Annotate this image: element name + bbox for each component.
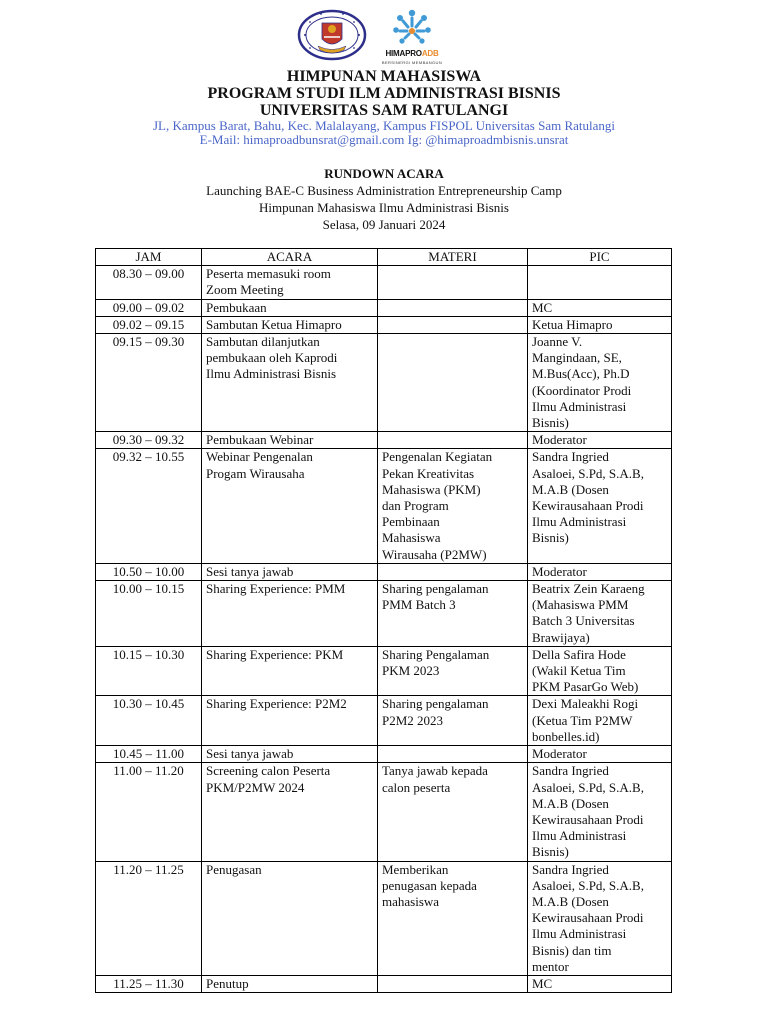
cell-materi [378,449,528,563]
materi-line: Mahasiswa [382,530,441,546]
event-date: Selasa, 09 Januari 2024 [322,217,446,232]
acara-line: Pembukaan Webinar [206,432,314,448]
pic-line: Kewirausahaan Prodi [532,910,644,926]
acara-line: Peserta memasuki room [206,266,331,282]
pic-line: Kewirausahaan Prodi [532,811,644,827]
acara-line: Webinar Pengenalan [206,449,313,465]
himapro-suffix: ADB [421,49,439,58]
table-row [96,746,672,763]
cell-acara [202,563,378,580]
pic-line: Kewirausahaan Prodi [532,498,644,514]
table-row [96,696,672,746]
org-line-3: UNIVERSITAS SAM RATULANGI [259,102,509,119]
pic-line: Batch 3 Universitas [532,613,635,629]
materi-line: calon peserta [382,779,451,795]
cell-acara [202,646,378,696]
table-row [96,581,672,647]
cell-acara [202,266,378,299]
cell-jam: 09.15 – 09.30 [96,334,202,432]
pic-line: MC [532,299,553,315]
acara-line: Sharing Experience: P2M2 [206,696,347,712]
cell-jam: 10.50 – 10.00 [96,563,202,580]
materi-line: Pengenalan Kegiatan [382,449,493,465]
materi-line: Mahasiswa (PKM) [382,481,481,497]
table-row [96,563,672,580]
materi-line: Pembinaan [382,514,440,530]
table-row [96,316,672,333]
cell-jam: 11.20 – 11.25 [96,861,202,975]
cell-jam: 11.25 – 11.30 [96,975,202,992]
cell-pic [528,563,672,580]
cell-jam: 10.45 – 11.00 [96,746,202,763]
table-row [96,334,672,432]
materi-line: Sharing pengalaman [382,581,489,597]
table-row [96,432,672,449]
cell-jam: 10.00 – 10.15 [96,581,202,647]
cell-jam: 08.30 – 09.00 [96,266,202,299]
cell-pic [528,696,672,746]
pic-line: Della Safira Hode [532,646,626,662]
cell-acara [202,763,378,861]
cell-materi [378,861,528,975]
contact-line: E-Mail: himaproadbunsrat@gmail.com Ig: @himaproadmbisnis.unsrat [199,132,569,147]
cell-pic [528,763,672,861]
cell-jam: 09.00 – 09.02 [96,299,202,316]
table-row [96,861,672,975]
acara-line: Sesi tanya jawab [206,746,294,762]
cell-materi [378,299,528,316]
cell-pic [528,266,672,299]
table-row [96,975,672,992]
pic-line: Asaloei, S.Pd, S.A.B, [532,465,644,481]
pic-line: (Ketua Tim P2MW [532,712,633,728]
table-row [96,299,672,316]
materi-line: penugasan kepada [382,877,477,893]
acara-line: Sharing Experience: PMM [206,581,346,597]
cell-materi [378,266,528,299]
event-organizer: Himpunan Mahasiswa Ilmu Administrasi Bisnis [259,200,509,215]
pic-line: Moderator [532,563,587,579]
acara-line: Zoom Meeting [206,282,284,298]
pic-line: M.A.B (Dosen [532,481,609,497]
cell-jam: 09.30 – 09.32 [96,432,202,449]
pic-line: Ilmu Administrasi [532,828,627,844]
pic-line: Brawijaya) [532,629,590,645]
table-row [96,646,672,696]
acara-line: Penutup [206,975,249,991]
himapro-logo [372,7,452,69]
table-row [96,763,672,861]
materi-line: Wirausaha (P2MW) [382,546,487,562]
cell-materi [378,432,528,449]
acara-line: Pembukaan [206,299,267,315]
materi-line: P2M2 2023 [382,712,444,728]
himapro-emblem-icon [372,7,452,49]
cell-acara [202,746,378,763]
materi-line: dan Program [382,498,449,514]
materi-line: PKM 2023 [382,663,440,679]
materi-line: Tanya jawab kepada [382,763,488,779]
cell-pic [528,316,672,333]
pic-line: (Koordinator Prodi [532,382,632,398]
materi-line: Sharing Pengalaman [382,646,490,662]
pic-line: Asaloei, S.Pd, S.A.B, [532,877,644,893]
cell-pic [528,299,672,316]
pic-line: Moderator [532,432,587,448]
acara-line: Ilmu Administrasi Bisnis [206,366,337,382]
cell-pic [528,861,672,975]
pic-line: Moderator [532,746,587,762]
himapro-name: HIMAPRO [385,49,422,58]
pic-line: Sandra Ingried [532,763,609,779]
address-line: JL, Kampus Barat, Bahu, Kec. Malalayang, Kampus FISPOL Universitas Sam Ratulangi [152,118,616,133]
cell-pic [528,646,672,696]
pic-line: mentor [532,958,569,974]
cell-acara [202,299,378,316]
table-row [96,449,672,563]
acara-line: Sesi tanya jawab [206,563,294,579]
pic-line: (Wakil Ketua Tim [532,663,626,679]
himapro-tagline: BERSINERGI MEMBANGUN [381,60,443,65]
cell-acara [202,432,378,449]
cell-materi [378,334,528,432]
acara-line: Progam Wirausaha [206,465,305,481]
cell-materi [378,563,528,580]
pic-line: Bisnis) [532,415,569,431]
pic-line: bonbelles.id) [532,728,600,744]
cell-pic [528,334,672,432]
org-line-1: HIMPUNAN MAHASISWA [286,68,482,85]
pic-line: Bisnis) dan tim [532,942,612,958]
cell-acara [202,316,378,333]
materi-line: Memberikan [382,861,449,877]
cell-pic [528,746,672,763]
acara-line: Penugasan [206,861,262,877]
cell-acara [202,581,378,647]
column-header-pic: PIC [528,249,672,266]
pic-line: Sandra Ingried [532,861,609,877]
pic-line: Mangindaan, SE, [532,350,622,366]
pic-line: M.A.B (Dosen [532,893,609,909]
university-seal-logo [296,9,368,61]
acara-line: PKM/P2MW 2024 [206,779,305,795]
cell-acara [202,696,378,746]
cell-materi [378,646,528,696]
pic-line: Ilmu Administrasi [532,514,627,530]
acara-line: Sharing Experience: PKM [206,646,344,662]
acara-line: pembukaan oleh Kaprodi [206,350,338,366]
event-name: Launching BAE-C Business Administration Entrepreneurship Camp [206,183,562,198]
acara-line: Sambutan dilanjutkan [206,334,320,350]
cell-pic [528,975,672,992]
cell-acara [202,861,378,975]
rundown-title: RUNDOWN ACARA [324,166,444,181]
pic-line: Joanne V. [532,334,583,350]
cell-jam: 11.00 – 11.20 [96,763,202,861]
cell-acara [202,449,378,563]
materi-line: Pekan Kreativitas [382,465,475,481]
cell-materi [378,746,528,763]
table-header-row [96,249,672,266]
column-header-materi: MATERI [378,249,528,266]
pic-line: M.Bus(Acc), Ph.D [532,366,630,382]
pic-line: MC [532,975,553,991]
cell-pic [528,581,672,647]
materi-line: PMM Batch 3 [382,597,456,613]
cell-jam: 10.30 – 10.45 [96,696,202,746]
table-row [96,266,672,299]
materi-line: Sharing pengalaman [382,696,489,712]
pic-line: Sandra Ingried [532,449,609,465]
column-header-jam: JAM [96,249,202,266]
cell-jam: 09.02 – 09.15 [96,316,202,333]
pic-line: Ketua Himapro [532,316,613,332]
pic-line: M.A.B (Dosen [532,795,609,811]
rundown-table-body [96,266,672,993]
cell-pic [528,449,672,563]
cell-jam: 10.15 – 10.30 [96,646,202,696]
pic-line: Bisnis) [532,844,569,860]
org-line-2: PROGRAM STUDI ILM ADMINISTRASI BISNIS [207,85,561,102]
cell-materi [378,316,528,333]
himapro-wordmark [372,49,452,58]
cell-pic [528,432,672,449]
rundown-table [95,248,672,993]
pic-line: Bisnis) [532,530,569,546]
cell-materi [378,581,528,647]
pic-line: Dexi Maleakhi Rogi [532,696,639,712]
pic-line: Beatrix Zein Karaeng [532,581,645,597]
column-header-acara: ACARA [202,249,378,266]
pic-line: Asaloei, S.Pd, S.A.B, [532,779,644,795]
pic-line: Ilmu Administrasi [532,926,627,942]
cell-materi [378,763,528,861]
acara-line: Screening calon Peserta [206,763,331,779]
cell-materi [378,975,528,992]
cell-materi [378,696,528,746]
materi-line: mahasiswa [382,893,440,909]
pic-line: (Mahasiswa PMM [532,597,629,613]
pic-line: PKM PasarGo Web) [532,679,639,695]
pic-line: Ilmu Administrasi [532,398,627,414]
cell-acara [202,334,378,432]
cell-jam: 09.32 – 10.55 [96,449,202,563]
cell-acara [202,975,378,992]
acara-line: Sambutan Ketua Himapro [206,316,342,332]
